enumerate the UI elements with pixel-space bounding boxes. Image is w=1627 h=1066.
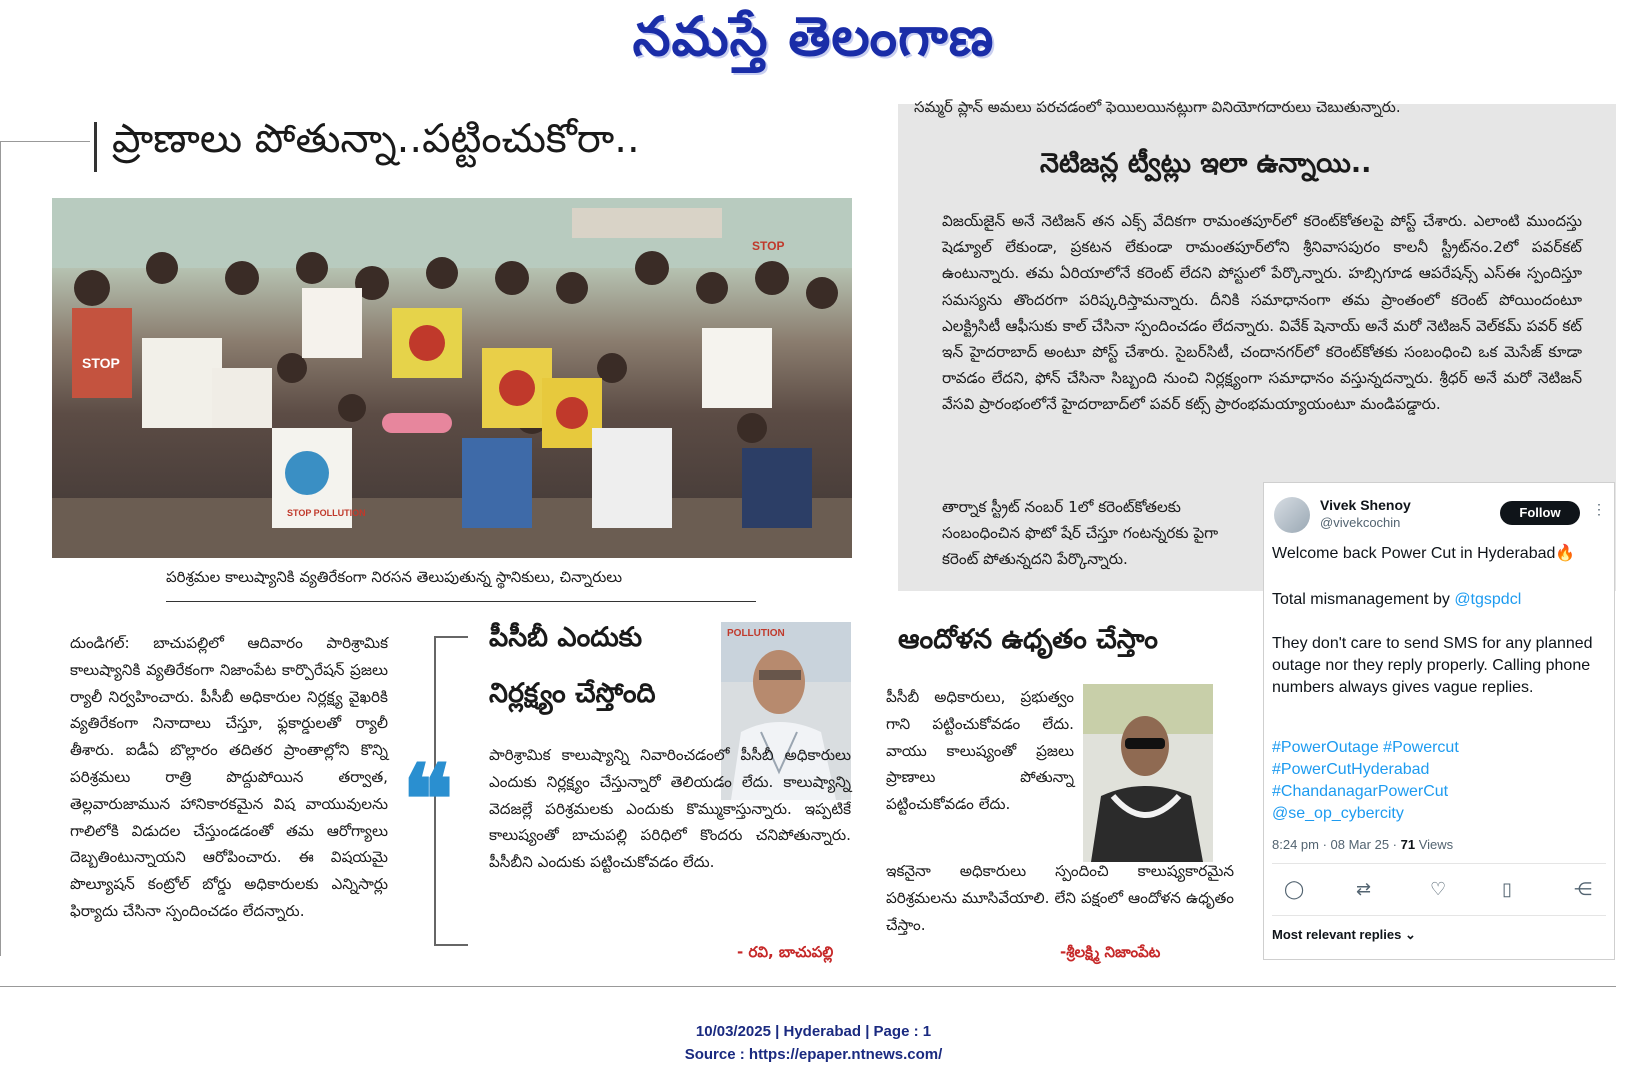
share-icon[interactable]: ⋲ xyxy=(1574,879,1592,899)
box1-heading: పీసీబీ ఎందుకు xyxy=(489,622,643,653)
placard-text: STOP xyxy=(752,239,785,253)
portrait-photo xyxy=(1083,684,1213,862)
story-body: దుండిగల్: బాచుపల్లిలో ఆదివారం పారిశ్రామిక కాలుష్యానికి వ్యతిరేకంగా నిజాంపేట కార్పొరేషన్ ప్రజలు ర్యాలీ నిర్వహించారు. పీసీబీ అధికారుల నిర్లక్ష్య వైఖరికి వ్యతిరేకంగా నినాదాలు చేస్తూ, ఫ్లకార్డులతో ర్యాలీ తీశారు. ఐడీఏ బొల్లారం తదితర ప్రాంతాల్లోని కొన్ని పరిశ్రమలు రాత్రి పొద్దుపోయిన తర్వాత, తెల్లవారుజామున హానికారకమైన విష వాయువులను గాలిలోకి విడుదల చేస్తుండడంతో తమ ఆరోగ్యాలు దెబ్బతింటున్నాయని ఆరోపించారు. ఈ విషయమై పొల్యూషన్ కంట్రోల్ బోర్డు అధికారులకు ఎన్నిసార్లు ఫిర్యాదు చేసినా స్పందించడం లేదన్నారు. xyxy=(70,634,388,920)
avatar[interactable] xyxy=(1274,497,1310,533)
divider xyxy=(0,986,1616,987)
box1-signature: - రవి, బాచుపల్లి xyxy=(737,943,834,961)
mention-link[interactable]: @tgspdcl xyxy=(1454,591,1522,608)
photo-caption: పరిశ్రమల కాలుష్యానికి వ్యతిరేకంగా నిరసన తెలుపుతున్న స్థానికులు, చిన్నారులు xyxy=(166,568,623,586)
hashtag-link[interactable]: #ChandanagarPowerCut xyxy=(1272,783,1449,800)
tweet-line: They don't care to send SMS for any planned outage nor they reply properly. Calling phone numbers always gives vague replies. xyxy=(1272,635,1593,696)
more-options-icon[interactable]: ⋮ xyxy=(1592,501,1606,517)
replies-sort-dropdown[interactable]: Most relevant replies ⌄ xyxy=(1272,927,1416,942)
placard-text: STOP POLLUTION xyxy=(287,508,366,518)
quote-icon: ❝ xyxy=(402,743,454,856)
sidebar-subhead: నెటిజన్ల ట్వీట్లు ఇలా ఉన్నాయి.. xyxy=(1040,148,1372,179)
quote-bracket xyxy=(434,636,468,638)
hashtag-link[interactable]: #PowerOutage #Powercut xyxy=(1272,739,1459,756)
tweet-card[interactable] xyxy=(1263,482,1615,960)
box2-text-2: ఇకనైనా అధికారులు స్పందించి కాలుష్యకారమైన పరిశ్రమలను మూసివేయాలి. లేని పక్షంలో ఆందోళన ఉధృతం చేస్తాం. xyxy=(886,862,1234,934)
tweet-author-handle[interactable]: @vivekcochin xyxy=(1320,515,1401,530)
tweet-actions xyxy=(1284,879,1594,903)
tweet-line xyxy=(1272,589,1606,611)
sidebar-paragraph-2: తార్నాక స్ట్రీట్ నంబర్ 1లో కరెంట్‌కోతలకు సంబంధించిన ఫొటో షేర్ చేస్తూ గంటన్నరకు పైగా కరెంట్ పోతున్నదని పేర్కొన్నారు. xyxy=(942,498,1219,569)
retweet-icon[interactable]: ⇄ xyxy=(1356,879,1372,899)
sidebar-paragraph: విజయ్‌జైన్ అనే నెటిజన్ తన ఎక్స్ వేదికగా రామంతపూర్‌లో కరెంట్‌కోతలపై పోస్ట్ చేశారు. ఎలాంటి ముందస్తు షెడ్యూల్ లేకుండా, ప్రకటన లేకుండా రామంతపూర్‌లోని శ్రీనివాసపురం కాలనీ స్ట్రీట్‌నం.2లో పవర్‌కట్ ఉంటున్నారు. తమ ఏరియాలోనే కరెంట్ లేదని పోస్టులో పేర్కొన్నారు. హబ్సిగూడ ఆపరేషన్స్ ఎస్‌ఈ స్పందిస్తూ సమస్యను తొందరగా పరిష్కరిస్తామన్నారు. దీనికి సమాధానంగా తమ ప్రాంతంలో కరెంట్ పోయిందంటూ ఎలక్ట్రిసిటీ ఆఫీసుకు కాల్ చేసినా స్పందించడం లేదన్నారు. వివేక్ షెనాయ్ అనే మరో నెటిజన్ వెల్‌కమ్ పవర్ కట్ ఇన్ హైదరాబాద్ అంటూ పోస్ట్ చేశారు. సైబర్‌సిటీ, చందానగర్‌లో కరెంట్‌కోతకు సంబంధించి ఒక మెసేజ్ కూడా రావడం లేదని, ఫోన్ చేసినా సిబ్బంది నుంచి నిర్లక్ష్యంగా సమాధానం వస్తున్నదన్నారు. శ్రీధర్ అనే మరో నెటిజన్ వేసవి ప్రారంభంలోనే హైదరాబాద్‌లో పవర్ కట్స్ ప్రారంభమయ్యాయంటూ మండిపడ్డారు. xyxy=(942,212,1582,414)
masthead-logo: నమస్తే తెలంగాణ xyxy=(632,4,995,68)
box2-text: పీసీబీ అధికారులు, ప్రభుత్వం గాని పట్టించుకోవడం లేదు. వాయు కాలుష్యంతో ప్రజలు ప్రాణాలు పోతున్నా పట్టించుకోవడం లేదు. xyxy=(886,688,1074,814)
protest-photo xyxy=(52,198,852,558)
views-label: Views xyxy=(1415,837,1454,852)
tweet-author-name[interactable]: Vivek Shenoy xyxy=(1320,497,1411,513)
like-icon[interactable]: ♡ xyxy=(1430,879,1447,899)
box1-text: పారిశ్రామిక కాలుష్యాన్ని నివారించడంలో పీసీబీ అధికారులు ఎందుకు నిర్లక్ష్యం చేస్తున్నారో తెలియడం లేదు. కాలుష్యాన్ని వెదజల్లే పరిశ్రమలకు ఎందుకు కొమ్ముకాస్తున్నారు. ఇప్పటికే కాలుష్యంతో బాచుపల్లి పరిధిలో కొందరు చనిపోతున్నారు. పీసీబీని ఎందుకు పట్టించుకోవడం లేదు. xyxy=(489,746,851,872)
divider xyxy=(1272,863,1606,864)
tweet-text: Total mismanagement by xyxy=(1272,591,1455,608)
box2-heading: ఆందోళన ఉధృతం చేస్తాం xyxy=(898,624,1158,655)
placard-text: STOP xyxy=(82,355,120,371)
placard-text: POLLUTION xyxy=(727,628,785,639)
bookmark-icon[interactable]: ▯ xyxy=(1502,879,1512,899)
divider xyxy=(166,601,756,602)
headline-rule xyxy=(94,122,97,172)
footer-source-link[interactable]: Source : https://epaper.ntnews.com/ xyxy=(684,1046,943,1063)
follow-button[interactable]: Follow xyxy=(1500,501,1580,525)
quote-bracket xyxy=(434,944,468,946)
sidebar-top-line: సమ్మర్ ప్లాన్ అమలు పరచడంలో ఫెయిలయినట్లుగా వినియోగదారులు చెబుతున్నారు. xyxy=(914,98,1401,116)
box2-signature: -శ్రీలక్ష్మి నిజాంపేట xyxy=(1060,943,1161,961)
divider xyxy=(0,141,90,142)
box1-heading: నిర్లక్ష్యం చేస్తోంది xyxy=(489,678,656,709)
tweet-time: 8:24 pm · 08 Mar 25 · xyxy=(1272,837,1401,852)
divider xyxy=(0,141,1,956)
divider xyxy=(1272,915,1606,916)
mention-link[interactable]: @se_op_cybercity xyxy=(1272,805,1404,822)
hashtag-link[interactable]: #PowerCutHyderabad xyxy=(1272,761,1430,778)
views-count: 71 xyxy=(1400,837,1416,852)
page-footer xyxy=(0,1020,1627,1066)
footer-date-line: 10/03/2025 | Hyderabad | Page : 1 xyxy=(695,1023,932,1040)
headline: ప్రాణాలు పోతున్నా..పట్టించుకోరా.. xyxy=(112,116,640,162)
reply-icon[interactable]: ◯ xyxy=(1284,879,1305,899)
tweet-timestamp[interactable] xyxy=(1272,837,1453,852)
tweet-line: Welcome back Power Cut in Hyderabad🔥 xyxy=(1272,545,1576,562)
